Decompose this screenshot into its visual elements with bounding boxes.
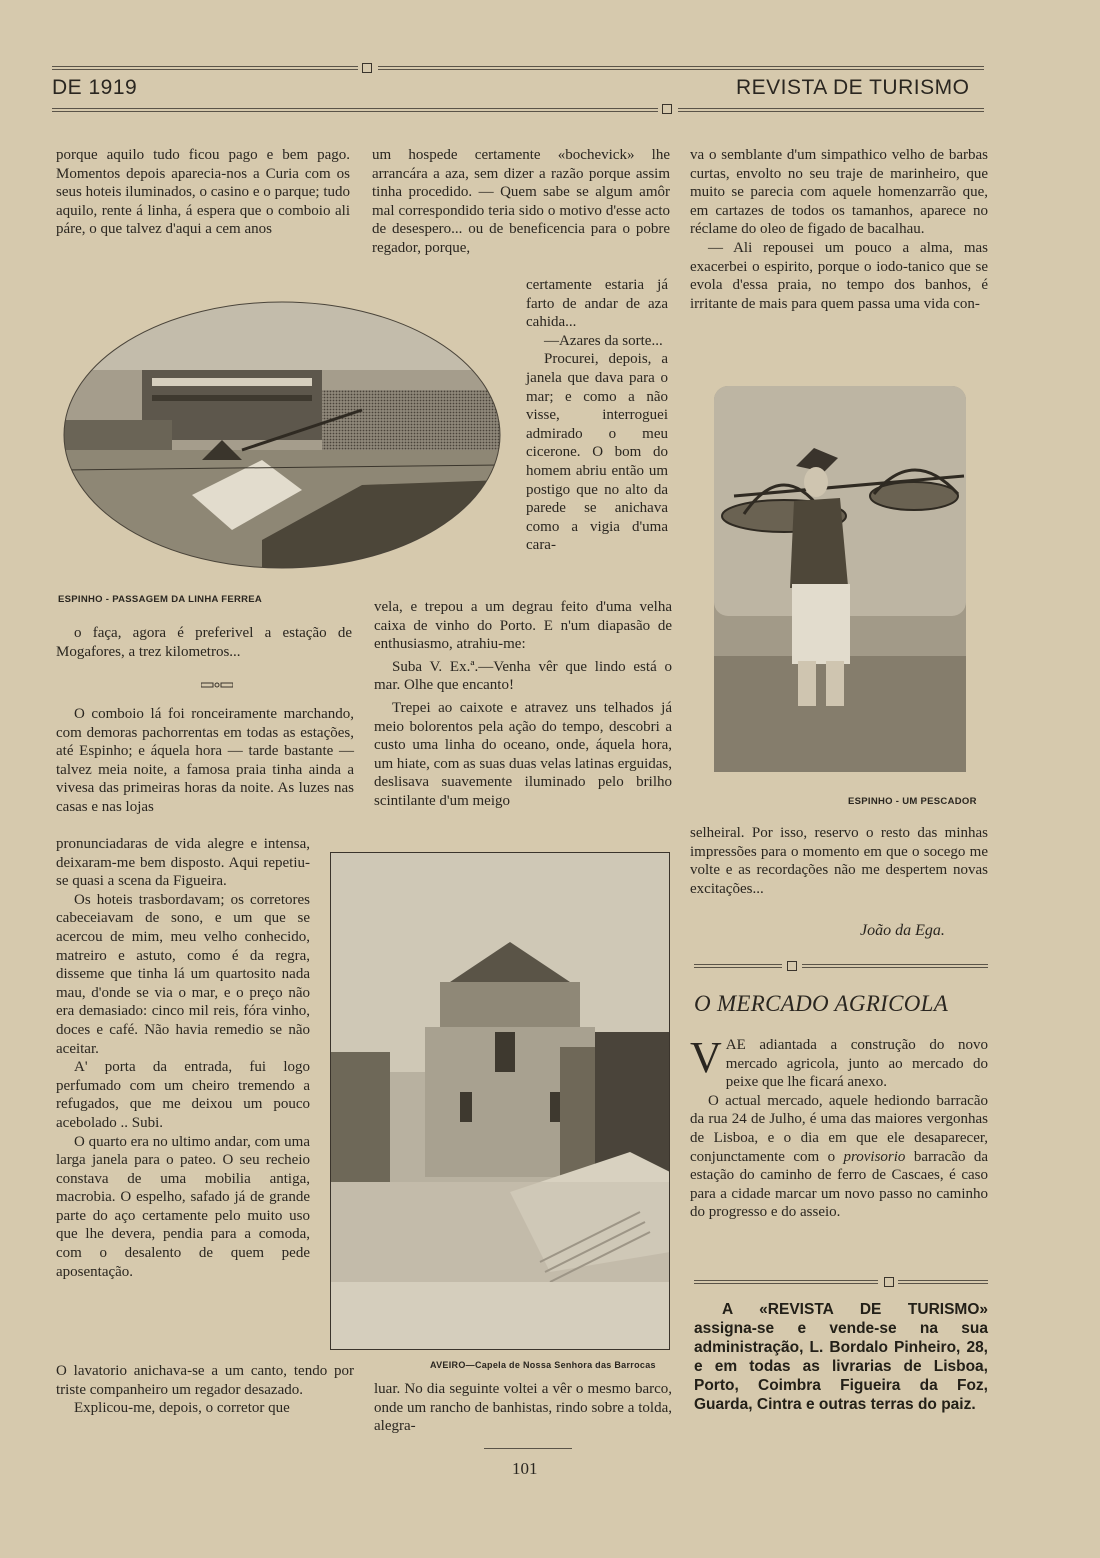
paragraph: A' porta da entrada, fui logo perfumado com um cheiro tremendo a refugados, que me deixou um pouco acebolado .. Subi. [56,1059,310,1131]
header-ornament-square [662,104,672,114]
notice-ornament-square [884,1277,894,1287]
notice-rule-right [898,1280,988,1284]
paragraph-text: AE adiantada a construção do novo mercado agricola, junto ao mercado do peixe que lhe ficará anexo. [725,1037,988,1091]
col2-bottom [374,1380,672,1436]
paragraph: luar. No dia seguinte voltei a vêr o mesmo barco, onde um rancho de banhistas, rindo sobre a tolda, alegra- [374,1381,672,1435]
paragraph: um hospede certamente «bochevick» lhe arrancára a aza, sem dizer a razão porque assim tinha procedido. — Quem sabe se algum amôr mal correspondido teria sido o motivo d'esse acto de desespero... ou de beneficencia para o pobre regador, porque, [372,147,670,256]
photo-aveiro-chapel [330,852,670,1350]
col3-mercado [690,1033,989,1222]
paragraph-text: barracão da estação do caminho de ferro de Cascaes, é caso para a cidade marcar um novo passo no caminho do progresso e do asseio. [690,1148,989,1221]
paragraph: O comboio lá foi ronceiramente marchando, com demoras pachorrentas em todas as estações, até Espinho; e áquela hora — tarde bastante — talvez meia noite, a famosa praia tinha ainda a vivesa das primeiras horas da noite. As luzes nas casas e nas lojas [56,706,354,815]
col1-mid-text [56,624,352,661]
emphasis: provisorio [843,1148,906,1165]
subscription-notice: A «REVISTA DE TURISMO» assigna-se e vende-se na sua administração, L. Bordalo Pinheiro, 28, e em todas as livrarias de Lisboa, Porto, Coimbra Figueira da Foz, Guarda, Cintra e outras terras do paiz. [694,1301,988,1413]
photo-caption-fisherman: ESPINHO - UM PESCADOR [848,796,977,807]
col2-top-text [372,146,670,258]
paragraph: O quarto era no ultimo andar, com uma larga janela para o pateo. O seu recheio constava de uma mobilia antiga, macrobia. O espelho, safado já de grande parte do aço certamente pelo muito uso que lhe devera, pendia para a comoda, com o desalento de quem pede aposentação. [56,1133,310,1280]
header-title: REVISTA DE TURISMO [736,76,970,99]
page-number: 101 [512,1459,538,1478]
col1-top-text [56,146,350,239]
author-signature: João da Ega. [860,922,945,939]
ornament-divider [201,681,233,689]
col2-narrow-block [526,276,668,555]
photo-espinho-railway-image [62,300,502,570]
paragraph: —Azares da sorte... [544,332,663,349]
paragraph: O lavatorio anichava-se a um canto, tendo por triste companheiro um regador desazado. [56,1363,354,1398]
paragraph: o faça, agora é preferivel a estação de Mogafores, a trez kilometros... [56,625,352,660]
photo-espinho-fisherman-image [714,386,966,772]
header-rule-top-left [52,66,358,70]
header-rule-bottom-right [678,108,984,112]
col2-wide-block [374,598,672,811]
header-rule-bottom-left [52,108,658,112]
drop-cap: V [690,1033,722,1082]
paragraph: Explicou-me, depois, o corretor que [74,1400,290,1417]
notice-rule-left [694,1280,878,1284]
col3-top-text [690,146,988,313]
paragraph: porque aquilo tudo ficou pago e bem pago. Momentos depois aparecia-nos a Curia com os seus hoteis iluminados, o casino e o parque; tudo aquilo, rente á linha, á espera que o comboio ali páre, o que talvez d'aqui a cem anos [56,147,350,238]
paragraph: — Ali repousei um pouco a alma, mas exacerbei o espirito, porque o iodo-tanico que se evola d'essa praia, no tempo dos banhos, é irritante de mais para quem passa uma vida con- [690,239,988,312]
paragraph: pronunciadaras de vida alegre e intensa, deixaram-me bem disposto. Aqui repetiu-se quasi a scena da Figueira. [56,836,310,890]
paragraph: certamente estaria já farto de andar de aza cahida... [526,277,668,331]
paragraph: Trepei ao caixote e atravez uns telhados já meio bolorentos pela ação do tempo, descobri a custo uma linha do oceano, onde, áquela hora, um hiate, com as suas duas velas latinas erguidas, deslisava suavemente iluminado pelo brilho scintilante d'um meigo [374,699,672,809]
photo-caption-aveiro-chapel: AVEIRO—Capela de Nossa Senhora das Barrocas [430,1360,656,1370]
section-rule-right [802,964,988,968]
col1-narrow-block [56,835,310,1281]
footer-rule [484,1448,572,1449]
paragraph: va o semblante d'um simpathico velho de barbas curtas, envolto no seu traje de marinheiro, que muito se parecia com aquele homenzarrão que, em cartazes de todos os tamanhos, aparece no réclame do oleo de figado de bacalhau. [690,147,988,238]
paragraph: Os hoteis trasbordavam; os corretores cabeceiavam de sono, e um que se acercou de mim, meu velho conhecido, matreiro e astuto, como é da regra, disseme que tinha lá um quartosito nada mau, d'onde se via o mar, e o preço não era demasiado: cinco mil reis, fóra vinho, doces e café. Não havia remedio se não aceitar. [56,891,310,1057]
header-ornament-square [362,63,372,73]
section-rule-left [694,964,782,968]
photo-caption-espinho-railway: ESPINHO - PASSAGEM DA LINHA FERREA [58,594,263,605]
header-rule-top-right [378,66,984,70]
paragraph [690,1033,988,1092]
paragraph: selheiral. Por isso, reservo o resto das minhas impressões para o momento em que o socego me volte e as recordações não me despertem novas excitações... [690,825,988,897]
col1-bottom [56,1362,354,1418]
col3-after-photo [690,824,988,898]
photo-espinho-railway [62,300,502,570]
paragraph: Suba V. Ex.ª.—Venha vêr que lindo está o mar. Olhe que encanto! [374,658,672,694]
photo-aveiro-chapel-image [330,852,670,1350]
paragraph: vela, e trepou a um degrau feito d'uma velha caixa de vinho do Porto. E n'um diapasão de enthusiasmo, atrahiu-me: [374,599,672,653]
photo-espinho-fisherman [714,386,966,772]
header-date: DE 1919 [52,76,138,99]
section-ornament-square [787,961,797,971]
section-title: O MERCADO AGRICOLA [694,991,949,1016]
paragraph-text: O actual mercado, aquele hediondo barracão da rua 24 de Julho, é uma das maiores vergonhas de Lisboa, e o dia em que ele desaparecer, conjunctamente com o [690,1092,988,1165]
col1-p1 [56,705,354,817]
paragraph: Procurei, depois, a janela que dava para o mar; e como a não visse, interroguei admirado o meu cicerone. O bom do homem abriu então um postigo que no alto da parede se anichava como a vigia d'uma cara- [526,351,668,554]
paragraph [690,1092,988,1222]
